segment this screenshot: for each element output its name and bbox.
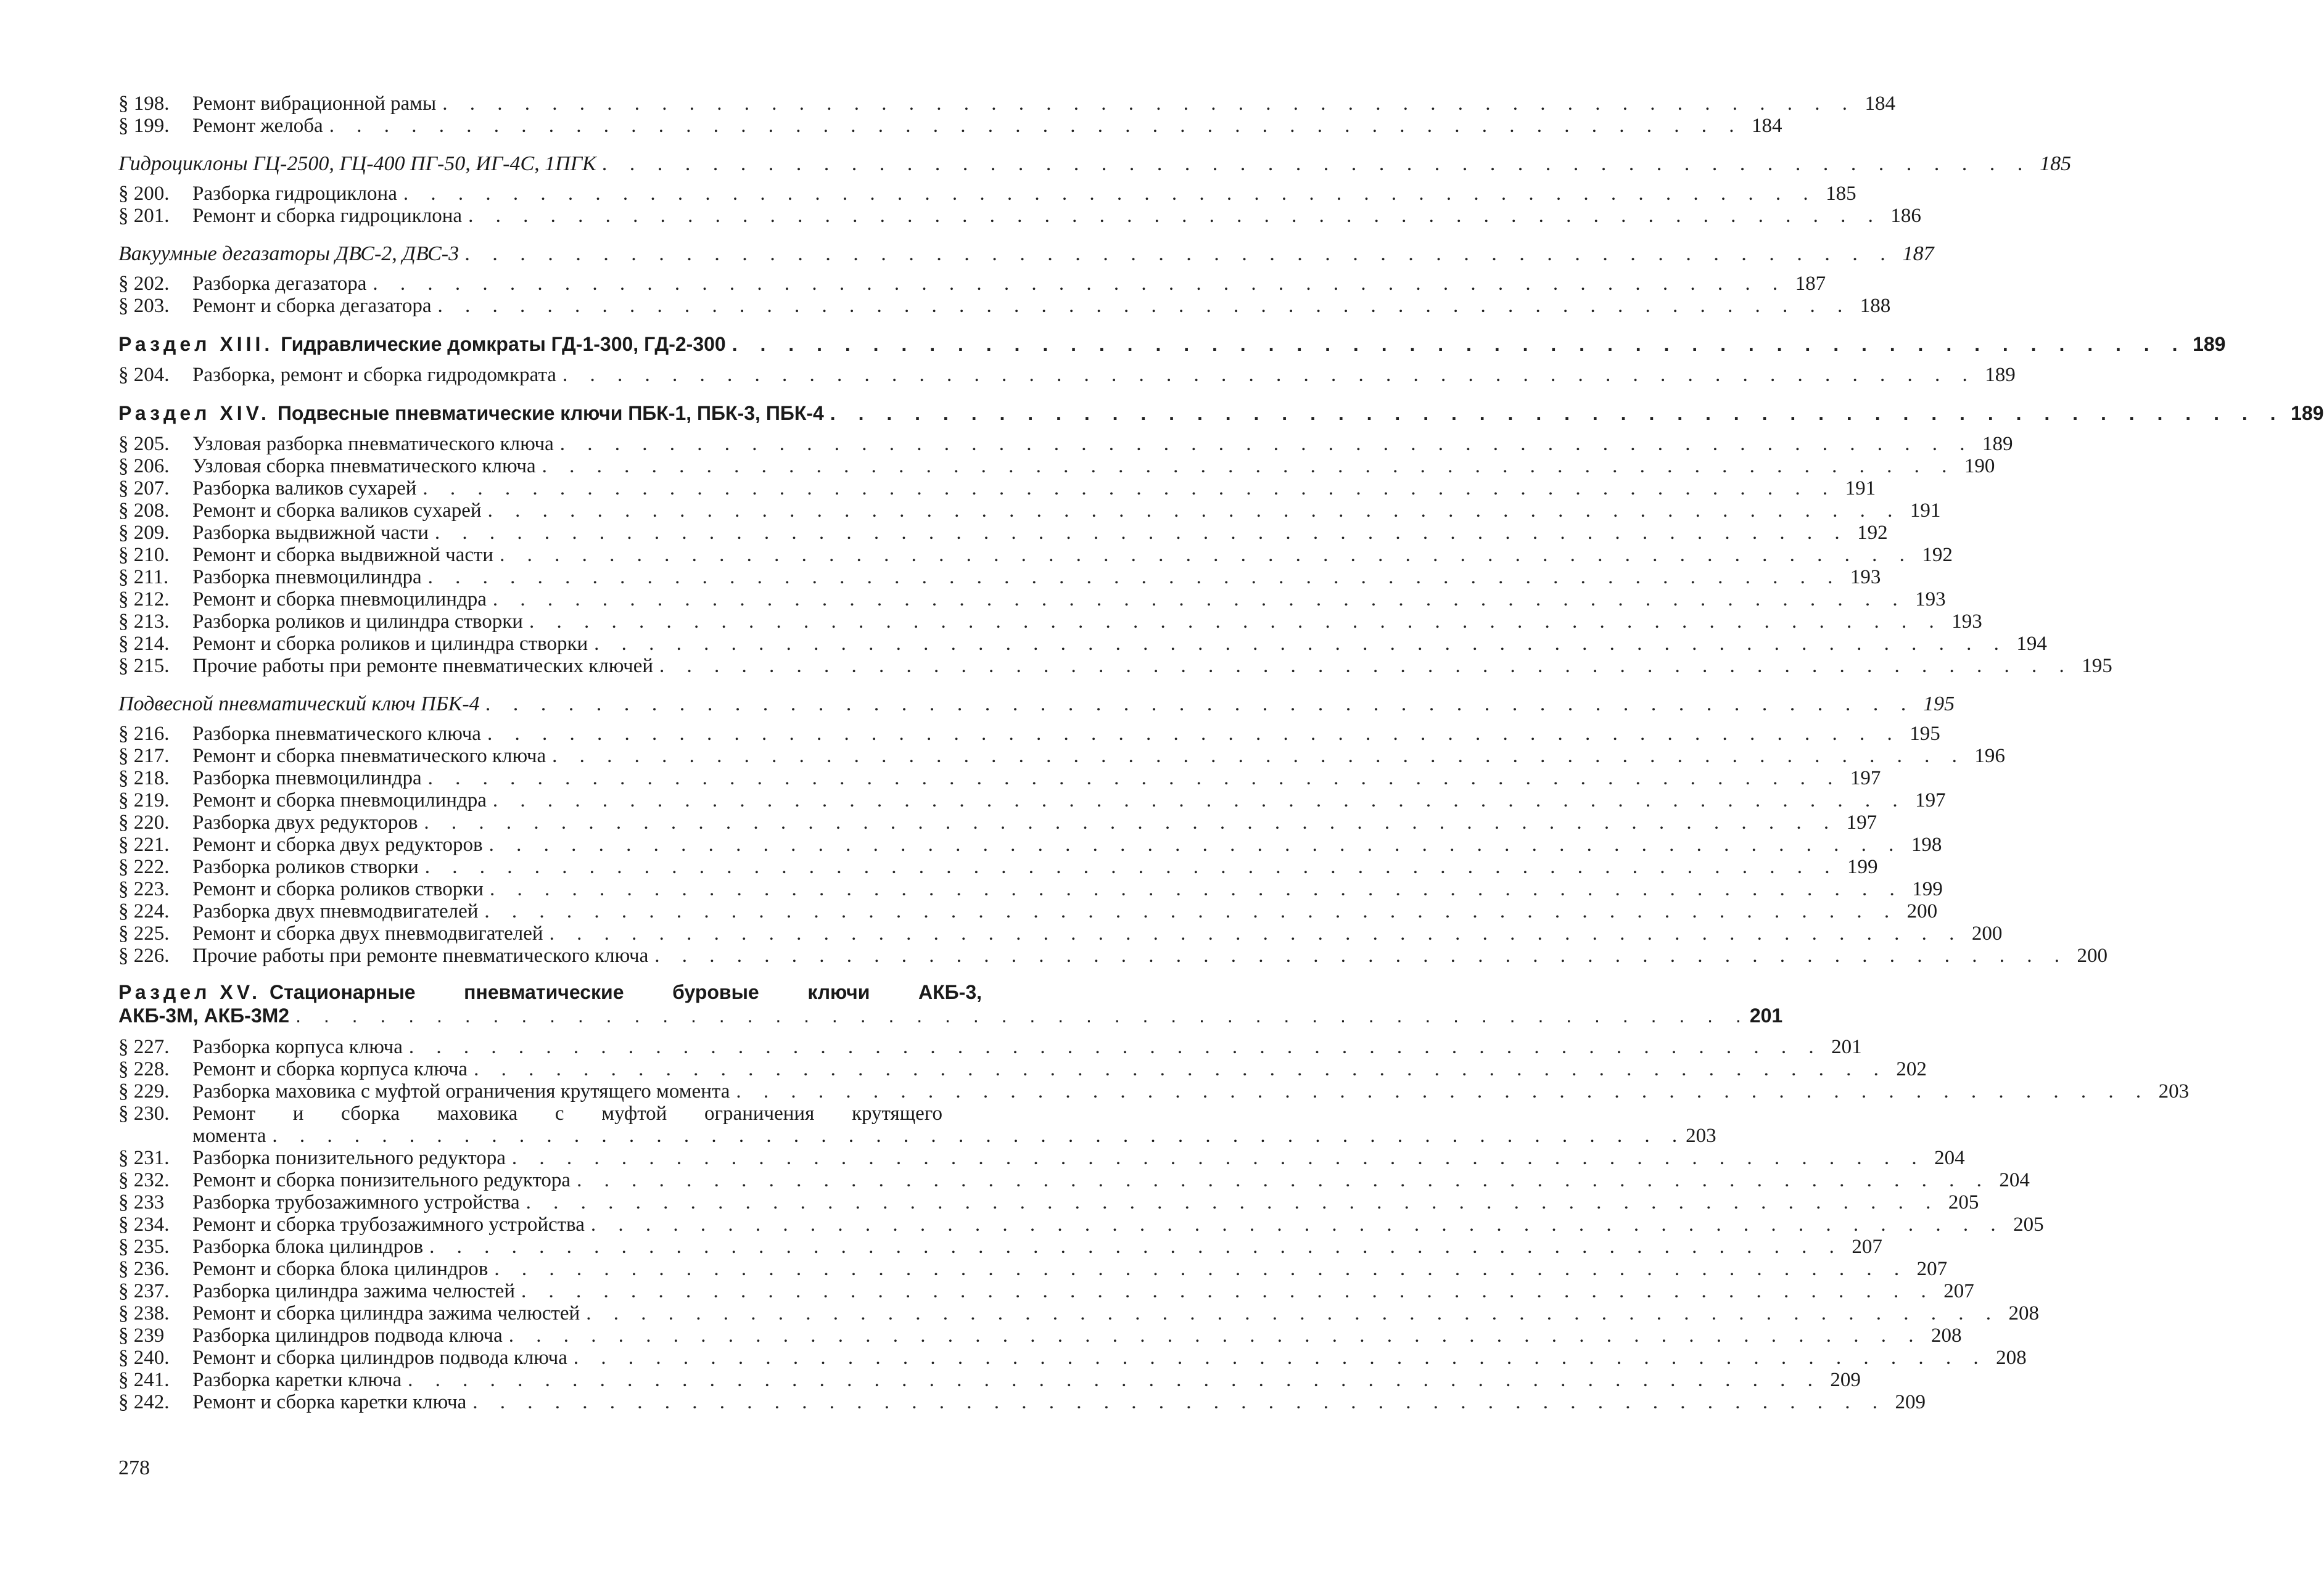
toc-entry-title: Ремонт и сборка маховика с муфтой ограничения крутящего [192, 1103, 942, 1125]
toc-entry-page: 185 [1826, 183, 1856, 205]
toc-entry [118, 115, 1782, 137]
toc-entry-page: 203 [1686, 1125, 1716, 1147]
toc-entry [118, 183, 1856, 205]
toc-entry-title: Ремонт и сборка трубозажимного устройства [192, 1213, 585, 1236]
toc-section-group [118, 723, 2108, 967]
dot-leader: . . . . . . . . . . . . . . . . . . . . . . . . . . . . . . . . . . . . . . . . . . . . . . . . . . . . [736, 1080, 2150, 1103]
dot-leader: . . . . . . . . . . . . . . . . . . . . . . . . . . . . . . . . . . . . . . . . . . . . . . . . . . . . [408, 1369, 1821, 1391]
dot-leader: . . . . . . . . . . . . . . . . . . . . . . . . . . . . . . . . . . . . . . . . . . . . . . . . . . . . [492, 588, 1906, 610]
dot-leader: . . . . . . . . . . . . . . . . . . . . . . . . . . . . . . . . . . . . . . . . . . . . . . . . . . . . [659, 655, 2073, 677]
toc-entry-number: § 198. [118, 92, 170, 115]
toc-entry-page: 188 [1860, 295, 1891, 317]
dot-leader: . . . . . . . . . . . . . . . . . . . . . . . . . . . . . . . . . . . . . . . . . . . . . . . . . . . . [403, 183, 1817, 205]
toc-entry-number: § 202. [118, 273, 170, 295]
toc-entry-title: Разборка пневматического ключа [192, 723, 481, 745]
toc-entry-title: Разборка дегазатора [192, 273, 367, 295]
dot-leader: . . . . . . . . . . . . . . . . . . . . . . . . . . . . . . . . . . . . . . . . . . . . . . . . . . . . [437, 295, 1852, 317]
subheading-title: Подвесной пневматический ключ ПБК-4 [118, 692, 480, 715]
dot-leader: . . . . . . . . . . . . . . . . . . . . . . . . . . . . . . . . . . . . . . . . . . . . . . . . . . . . [472, 1391, 1887, 1413]
toc-entry-number: § 204. [118, 364, 170, 386]
toc-entry-page: 208 [1930, 1324, 1962, 1347]
dot-leader: . . . . . . . . . . . . . . . . . . . . . . . . . . . . . . . . . . . . . . . . . . . . . . . . . . . . [559, 433, 1974, 455]
dot-leader: . . . . . . . . . . . . . . . . . . . . . . . . . . . . . . . . . . . . . . . . . . . . . . . . . . . . [427, 767, 1842, 789]
toc-entry-page: 202 [1896, 1058, 1927, 1080]
toc-chapter-heading [118, 400, 2324, 427]
subheading-title: Гидроциклоны ГЦ-2500, ГЦ-400 ПГ-50, ИГ-4С, 1ПГК [118, 152, 596, 175]
toc-entry-page: 193 [1915, 588, 1946, 610]
toc-entry-title: Разборка цилиндра зажима челюстей [192, 1280, 515, 1302]
toc-entry-page: 200 [1971, 922, 2003, 945]
toc-entry-page: 207 [1916, 1258, 1948, 1280]
toc-page [118, 92, 2324, 1427]
toc-entry-title: Разборка валиков сухарей [192, 477, 417, 499]
toc-entry [118, 364, 2016, 386]
toc-subheading [118, 150, 2072, 178]
toc-entry [118, 1391, 1926, 1413]
toc-entry-title: Ремонт и сборка цилиндров подвода ключа [192, 1347, 567, 1369]
dot-leader: . . . . . . . . . . . . . . . . . . . . . . . . . . . . . . . . . . . . . . . . . . . . . . . . . . . . [590, 1213, 2005, 1236]
dot-leader: . . . . . . . . . . . . . . . . . . . . . . . . . . . . . . . . . . . . . . . . . . . . . . . . . . . . [511, 1147, 1926, 1169]
toc-entry-number: § 224. [118, 900, 170, 922]
dot-leader: . . . . . . . . . . . . . . . . . . . . . . . . . . . . . . . . . . . . . . . . . . . . . . . . . . . . [549, 922, 1963, 945]
toc-entry-title: Разборка корпуса ключа [192, 1036, 403, 1058]
toc-entry [118, 1236, 1882, 1258]
chapter-page: 201 [1749, 1004, 1783, 1027]
toc-entry-number: § 239 [118, 1324, 165, 1347]
toc-entry-page: 199 [1847, 856, 1878, 878]
toc-entry-page: 209 [1830, 1369, 1861, 1391]
dot-leader: . . . . . . . . . . . . . . . . . . . . . . . . . . . . . . . . . . . . . . . . . . . . . . . . . . . . [500, 544, 1913, 566]
toc-entry-page: 184 [1865, 92, 1895, 115]
chapter-title-line2: АКБ-3М, АКБ-3М2 [118, 1004, 290, 1027]
toc-entry-title: Разборка гидроциклона [192, 183, 397, 205]
toc-entry-number: § 205. [118, 433, 170, 455]
toc-entry-number: § 217. [118, 745, 170, 767]
dot-leader: . . . . . . . . . . . . . . . . . . . . . . . . . . . . . . . . . . . . . . . . . . . . . . . . . . . . [594, 633, 2008, 655]
dot-leader: . . . . . . . . . . . . . . . . . . . . . . . . . . . . . . . . . . . . . . . . . . . . . . . . . . . . [602, 152, 2032, 175]
toc-entry-number: § 212. [118, 588, 170, 610]
dot-leader: . . . . . . . . . . . . . . . . . . . . . . . . . . . . . . . . . . . . . . . . . . . . . . . . . . . . [489, 878, 1903, 900]
toc-entry [118, 789, 1946, 811]
toc-entry [118, 92, 1895, 115]
toc-entry-title: Разборка роликов и цилиндра створки [192, 610, 523, 633]
toc-entry-number: § 232. [118, 1169, 170, 1191]
dot-leader: . . . . . . . . . . . . . . . . . . . . . . . . . . . . . . . . . . . . . . . . . . . . . . . . . . . . [521, 1280, 1935, 1302]
toc-entry [118, 767, 1881, 789]
toc-entry-title: Разборка двух пневмодвигателей [192, 900, 479, 922]
page-number: 278 [118, 1456, 150, 1479]
dot-leader: . . . . . . . . . . . . . . . . . . . . . . . . . . . . . . . . . . . . . . . . . . . . . . . . . . . . [487, 499, 1902, 522]
toc-entry-title-continued: момента [192, 1125, 266, 1147]
toc-entry-page: 200 [1906, 900, 1938, 922]
toc-entry-number: § 240. [118, 1347, 170, 1369]
toc-entry [118, 1302, 2039, 1324]
toc-entry-title: Ремонт и сборка каретки ключа [192, 1391, 467, 1413]
toc-entry [118, 1347, 2027, 1369]
toc-entry [118, 834, 1942, 856]
toc-entry-first-line [118, 1103, 982, 1125]
toc-entry [118, 1191, 1979, 1213]
toc-entry-number: § 226. [118, 945, 170, 967]
toc-entry-number: § 208. [118, 499, 170, 522]
toc-entry-title: Разборка понизительного редуктора [192, 1147, 506, 1169]
toc-entry-number: § 219. [118, 789, 170, 811]
toc-entry [118, 1169, 2030, 1191]
toc-entry-number: § 221. [118, 834, 170, 856]
chapter-label: Раздел XIII. [118, 333, 274, 355]
toc-entry-number: § 203. [118, 295, 170, 317]
toc-entry-number: § 235. [118, 1236, 170, 1258]
toc-entry [118, 922, 2003, 945]
dot-leader: . . . . . . . . . . . . . . . . . . . . . . . . . . . . . . . . . . . . . . . . . . . . . . . . . . . . [442, 92, 1856, 115]
toc-entry-number: § 206. [118, 455, 170, 477]
toc-entry [118, 723, 1940, 745]
toc-entry-number: § 233 [118, 1191, 165, 1213]
dot-leader: . . . . . . . . . . . . . . . . . . . . . . . . . . . . . . . . . . . . . . . . . . . . . . . . . . . . [434, 522, 1848, 544]
toc-entry-page: 192 [1857, 522, 1888, 544]
toc-entry [118, 1258, 1948, 1280]
dot-leader: . . . . . . . . . . . . . . . . . . . . . . . . . . . . . . . . . . . . . . . . . . . . . . . . . . . . [492, 789, 1906, 811]
subheading-page: 187 [1902, 242, 1934, 265]
toc-entry-page: 194 [2016, 633, 2047, 655]
toc-entry [118, 1369, 1861, 1391]
toc-section-group [118, 183, 1921, 227]
toc-entry [118, 544, 1953, 566]
toc-entry [118, 273, 1826, 295]
toc-entry [118, 205, 1921, 227]
toc-entry [118, 433, 2013, 455]
toc-entry-title: Ремонт и сборка гидроциклона [192, 205, 463, 227]
toc-entry-number: § 210. [118, 544, 170, 566]
toc-entry-number: § 201. [118, 205, 170, 227]
toc-entry-title: Ремонт и сборка роликов створки [192, 878, 484, 900]
subheading-page: 195 [1923, 692, 1955, 715]
toc-entry-page: 200 [2077, 945, 2108, 967]
toc-entry-number: § 242. [118, 1391, 170, 1413]
chapter-title: Подвесные пневматические ключи ПБК-1, ПБК-3, ПБК-4 [277, 402, 824, 424]
toc-entry-page: 198 [1911, 834, 1942, 856]
toc-entry-page: 191 [1910, 499, 1941, 522]
toc-entry-page: 187 [1795, 273, 1826, 295]
toc-entry-title: Ремонт и сборка пневмоцилиндра [192, 588, 487, 610]
dot-leader: . . . . . . . . . . . . . . . . . . . . . . . . . . . . . . . . . . . . . . . . . . . . . . . . . . . . [465, 242, 1895, 265]
toc-entry [118, 745, 2005, 767]
toc-entry [118, 633, 2047, 655]
dot-leader: . . . . . . . . . . . . . . . . . . . . . . . . . . . . . . . . . . . . . . . . . . . . . . . . . . . . [373, 273, 1787, 295]
toc-entry-page: 208 [1996, 1347, 2027, 1369]
dot-leader: . . . . . . . . . . . . . . . . . . . . . . . . . . . . . . . . . . . . . . . . . . . . . . . . . . . . [508, 1324, 1922, 1347]
dot-leader: . . . . . . . . . . . . . . . . . . . . . . . . . . . . . . . . . . . . . . . . . . . . . . . . . . . . [586, 1302, 2000, 1324]
toc-entry-title: Ремонт желоба [192, 115, 323, 137]
subheading-page: 185 [2040, 152, 2072, 175]
dot-leader: . . . . . . . . . . . . . . . . . . . . . . . . . . . . . . . . . . . . . . . . . . . . . . . . . . . . [272, 1125, 1686, 1147]
toc-entry-page: 192 [1922, 544, 1953, 566]
toc-section-group [118, 92, 1895, 137]
toc-entry [118, 945, 2108, 967]
toc-entry [118, 295, 1891, 317]
toc-entry-title: Ремонт и сборка пневматического ключа [192, 745, 546, 767]
toc-entry-page: 199 [1912, 878, 1943, 900]
toc-entry-number: § 231. [118, 1147, 170, 1169]
toc-entry-title: Ремонт и сборка корпуса ключа [192, 1058, 468, 1080]
dot-leader: . . . . . . . . . . . . . . . . . . . . . . . . . . . . . . . . . . . . . . . . . . . . . . . . . . . . [542, 455, 1956, 477]
toc-entry-number: § 241. [118, 1369, 170, 1391]
toc-entry-title: Ремонт и сборка роликов и цилиндра створки [192, 633, 588, 655]
subheading-title: Вакуумные дегазаторы ДВС-2, ДВС-3 [118, 242, 459, 265]
toc-entry-title: Разборка каретки ключа [192, 1369, 402, 1391]
toc-entry-page: 186 [1890, 205, 1921, 227]
toc-entry-title: Разборка цилиндров подвода ключа [192, 1324, 503, 1347]
toc-entry-page: 207 [1852, 1236, 1882, 1258]
toc-entry [118, 477, 1876, 499]
chapter-label: Раздел XV. [118, 981, 261, 1003]
toc-entry-title: Ремонт и сборка понизительного редуктора [192, 1169, 571, 1191]
toc-entry-title: Разборка пневмоцилиндра [192, 566, 422, 588]
toc-entry [118, 499, 1941, 522]
toc-entry-title: Ремонт и сборка цилиндра зажима челюстей [192, 1302, 580, 1324]
toc-entry-number: § 225. [118, 922, 170, 945]
dot-leader: . . . . . . . . . . . . . . . . . . . . . . . . . . . . . . . . . . . . . . . . . . . . . . . . . . . . [468, 205, 1882, 227]
toc-entry-title: Ремонт и сборка выдвижной части [192, 544, 494, 566]
toc-entry-page: 190 [1964, 455, 1995, 477]
dot-leader: . . . . . . . . . . . . . . . . . . . . . . . . . . . . . . . . . . . . . . . . . . . . . . . . . . . . [484, 900, 1898, 922]
dot-leader: . . . . . . . . . . . . . . . . . . . . . . . . . . . . . . . . . . . . . . . . . . . . . . . . . . . . [488, 834, 1903, 856]
toc-entry-page: 189 [1982, 433, 2013, 455]
toc-section-group [118, 1036, 2190, 1413]
toc-entry-title: Прочие работы при ремонте пневматического ключа [192, 945, 649, 967]
toc-entry [118, 1213, 2044, 1236]
toc-entry-page: 197 [1915, 789, 1946, 811]
dot-leader: . . . . . . . . . . . . . . . . . . . . . . . . . . . . . . . . . . . . . . . . . . . . . . . . . . . . [408, 1036, 1823, 1058]
toc-entry-number: § 237. [118, 1280, 170, 1302]
toc-entry-page: 203 [2158, 1080, 2190, 1103]
toc-subheading [118, 240, 1934, 268]
toc-entry-page: 208 [2008, 1302, 2039, 1324]
toc-entry-page: 204 [1934, 1147, 1965, 1169]
chapter-heading-line2 [118, 1004, 1783, 1027]
dot-leader: . . . . . . . . . . . . . . . . . . . . . . . . . . . . . . . . . . . . . . . . . . . . . . . . . . . . [573, 1347, 1987, 1369]
toc-entry-title: Узловая разборка пневматического ключа [192, 433, 554, 455]
toc-entry-title: Прочие работы при ремонте пневматических ключей [192, 655, 654, 677]
dot-leader: . . . . . . . . . . . . . . . . . . . . . . . . . . . . . . . . . . . . . . . . . . . . . . . . . . . . [424, 811, 1838, 834]
chapter-title-line1: Стационарные пневматические буровые ключи АКБ-3, [269, 981, 982, 1003]
dot-leader: . . . . . . . . . . . . . . . . . . . . . . . . . . . . . . . . . . . . . . . . . . . . . . . . . . . . [731, 333, 2186, 355]
toc-entry-page: 193 [1850, 566, 1881, 588]
dot-leader: . . . . . . . . . . . . . . . . . . . . . . . . . . . . . . . . . . . . . . . . . . . . . . . . . . . . [424, 856, 1839, 878]
toc-chapter-heading [118, 331, 2226, 358]
dot-leader: . . . . . . . . . . . . . . . . . . . . . . . . . . . . . . . . . . . . . . . . . . . . . . . . . . . . [562, 364, 1976, 386]
toc-entry-page: 197 [1850, 767, 1881, 789]
toc-entry-title: Ремонт и сборка пневмоцилиндра [192, 789, 487, 811]
dot-leader: . . . . . . . . . . . . . . . . . . . . . . . . . . . . . . . . . . . . . . . . . . . . . . . . . . . . [830, 402, 2285, 424]
toc-entry-page: 191 [1845, 477, 1876, 499]
toc-entry-page: 195 [2082, 655, 2112, 677]
chapter-heading-line1 [118, 980, 982, 1004]
toc-entry [118, 1036, 1862, 1058]
toc-entry [118, 878, 1943, 900]
dot-leader: . . . . . . . . . . . . . . . . . . . . . . . . . . . . . . . . . . . . . . . . . . . . . . . . . . . . [552, 745, 1966, 767]
toc-entry-number: § 227. [118, 1036, 170, 1058]
toc-entry-number: § 229. [118, 1080, 170, 1103]
toc-entry [118, 566, 1881, 588]
toc-entry-title: Разборка пневмоцилиндра [192, 767, 422, 789]
toc-entry [118, 1147, 1965, 1169]
toc-entry-title: Разборка маховика с муфтой ограничения крутящего момента [192, 1080, 730, 1103]
toc-entry-second-line [118, 1125, 1716, 1147]
dot-leader: . . . . . . . . . . . . . . . . . . . . . . . . . . . . . . . . . . . . . . . . . . . . . . . . . . . . [329, 115, 1743, 137]
toc-entry-title: Разборка выдвижной части [192, 522, 429, 544]
toc-entry-number: § 200. [118, 183, 170, 205]
toc-entry-page: 184 [1751, 115, 1782, 137]
toc-entry-title: Узловая сборка пневматического ключа [192, 455, 536, 477]
toc-section-group [118, 364, 2016, 386]
dot-leader: . . . . . . . . . . . . . . . . . . . . . . . . . . . . . . . . . . . . . . . . . . . . . . . . . . . . [485, 692, 1916, 715]
dot-leader: . . . . . . . . . . . . . . . . . . . . . . . . . . . . . . . . . . . . . . . . . . . . . . . . . . . . [429, 1236, 1843, 1258]
toc-entry [118, 610, 1982, 633]
toc-subheading [118, 691, 1955, 718]
toc-entry-page: 189 [1985, 364, 2016, 386]
toc-entry [118, 856, 1878, 878]
toc-entry-number: § 213. [118, 610, 170, 633]
dot-leader: . . . . . . . . . . . . . . . . . . . . . . . . . . . . . . . . . . . . . . . . . . . . . . . . . . . . [422, 477, 1837, 499]
toc-entry-number: § 230. [118, 1103, 170, 1125]
toc-entry-page: 209 [1895, 1391, 1926, 1413]
toc-entry [118, 588, 1946, 610]
toc-entry-number: § 223. [118, 878, 170, 900]
toc-entry-page: 193 [1951, 610, 1982, 633]
dot-leader: . . . . . . . . . . . . . . . . . . . . . . . . . . . . . . . . . . . . . . . . . . . . . . . . . . . . [474, 1058, 1887, 1080]
toc-entry-number: § 209. [118, 522, 170, 544]
toc-entry-title: Ремонт вибрационной рамы [192, 92, 437, 115]
dot-leader: . . . . . . . . . . . . . . . . . . . . . . . . . . . . . . . . . . . . . . . . . . . . . . . . . . . . [529, 610, 1943, 633]
toc-entry [118, 655, 2112, 677]
toc-entry-title: Ремонт и сборка дегазатора [192, 295, 432, 317]
toc-entry-number: § 222. [118, 856, 170, 878]
dot-leader: . . . . . . . . . . . . . . . . . . . . . . . . . . . . . . . . . . . . . . . . . . . . . . . . . . . . [525, 1191, 1940, 1213]
chapter-page: 189 [2193, 333, 2226, 355]
toc-entry-title: Ремонт и сборка двух редукторов [192, 834, 483, 856]
toc-entry-page: 205 [1948, 1191, 1979, 1213]
toc-entry-number: § 234. [118, 1213, 170, 1236]
chapter-label: Раздел XIV. [118, 402, 270, 424]
toc-entry-number: § 199. [118, 115, 170, 137]
toc-section-group [118, 433, 2112, 677]
toc-entry-title: Разборка трубозажимного устройства [192, 1191, 520, 1213]
dot-leader: . . . . . . . . . . . . . . . . . . . . . . . . . . . . . . . . . . . . . . . . . . . . . . . . . . . . [654, 945, 2068, 967]
toc-entry-title: Разборка двух редукторов [192, 811, 418, 834]
toc-entry [118, 522, 1888, 544]
toc-entry-page: 196 [1974, 745, 2005, 767]
toc-entry [118, 1280, 1974, 1302]
dot-leader: . . . . . . . . . . . . . . . . . . . . . . . . . . . . . . . . . . . . . . . . . . . . . . . . . . . . [577, 1169, 1990, 1191]
dot-leader: . . . . . . . . . . . . . . . . . . . . . . . . . . . . . . . . . . . . . . . . . . . . . . . . . . . . [487, 723, 1901, 745]
toc-entry-number: § 214. [118, 633, 170, 655]
dot-leader: . . . . . . . . . . . . . . . . . . . . . . . . . . . . . . . . . . . . . . . . . . . . . . . . . . . . [494, 1258, 1908, 1280]
toc-entry-page: 201 [1831, 1036, 1862, 1058]
toc-entry-number: § 220. [118, 811, 170, 834]
toc-entry [118, 455, 1995, 477]
toc-entry-number: § 236. [118, 1258, 170, 1280]
toc-entry-number: § 228. [118, 1058, 170, 1080]
toc-entry-title: Ремонт и сборка валиков сухарей [192, 499, 482, 522]
toc-section-group [118, 273, 1891, 317]
toc-entry [118, 811, 1877, 834]
toc-entry [118, 1058, 1927, 1080]
toc-entry-number: § 207. [118, 477, 170, 499]
toc-entry [118, 900, 1938, 922]
toc-entry-number: § 218. [118, 767, 170, 789]
toc-entry-title: Разборка роликов створки [192, 856, 419, 878]
toc-entry-title: Разборка, ремонт и сборка гидродомкрата [192, 364, 556, 386]
toc-entry-page: 195 [1910, 723, 1940, 745]
toc-entry-number: § 216. [118, 723, 170, 745]
dot-leader: . . . . . . . . . . . . . . . . . . . . . . . . . . . . . . . . . . . . . . . . . . . . . . . . . . . . [295, 1004, 1750, 1027]
toc-entry-number: § 238. [118, 1302, 170, 1324]
toc-entry-page: 204 [1999, 1169, 2030, 1191]
toc-entry-title: Разборка блока цилиндров [192, 1236, 424, 1258]
toc-entry [118, 1103, 1716, 1147]
dot-leader: . . . . . . . . . . . . . . . . . . . . . . . . . . . . . . . . . . . . . . . . . . . . . . . . . . . . [427, 566, 1842, 588]
toc-entry-page: 207 [1943, 1280, 1974, 1302]
toc-entry-page: 205 [2013, 1213, 2044, 1236]
toc-chapter-heading [118, 980, 1783, 1027]
toc-entry-number: § 215. [118, 655, 170, 677]
toc-entry-page: 197 [1846, 811, 1877, 834]
toc-entry [118, 1080, 2190, 1103]
toc-entry-number: § 211. [118, 566, 169, 588]
toc-entry-title: Ремонт и сборка двух пневмодвигателей [192, 922, 543, 945]
chapter-page: 189 [2291, 402, 2324, 424]
chapter-title: Гидравлические домкраты ГД-1-300, ГД-2-300 [281, 333, 726, 355]
toc-entry [118, 1324, 1962, 1347]
toc-entry-title: Ремонт и сборка блока цилиндров [192, 1258, 488, 1280]
